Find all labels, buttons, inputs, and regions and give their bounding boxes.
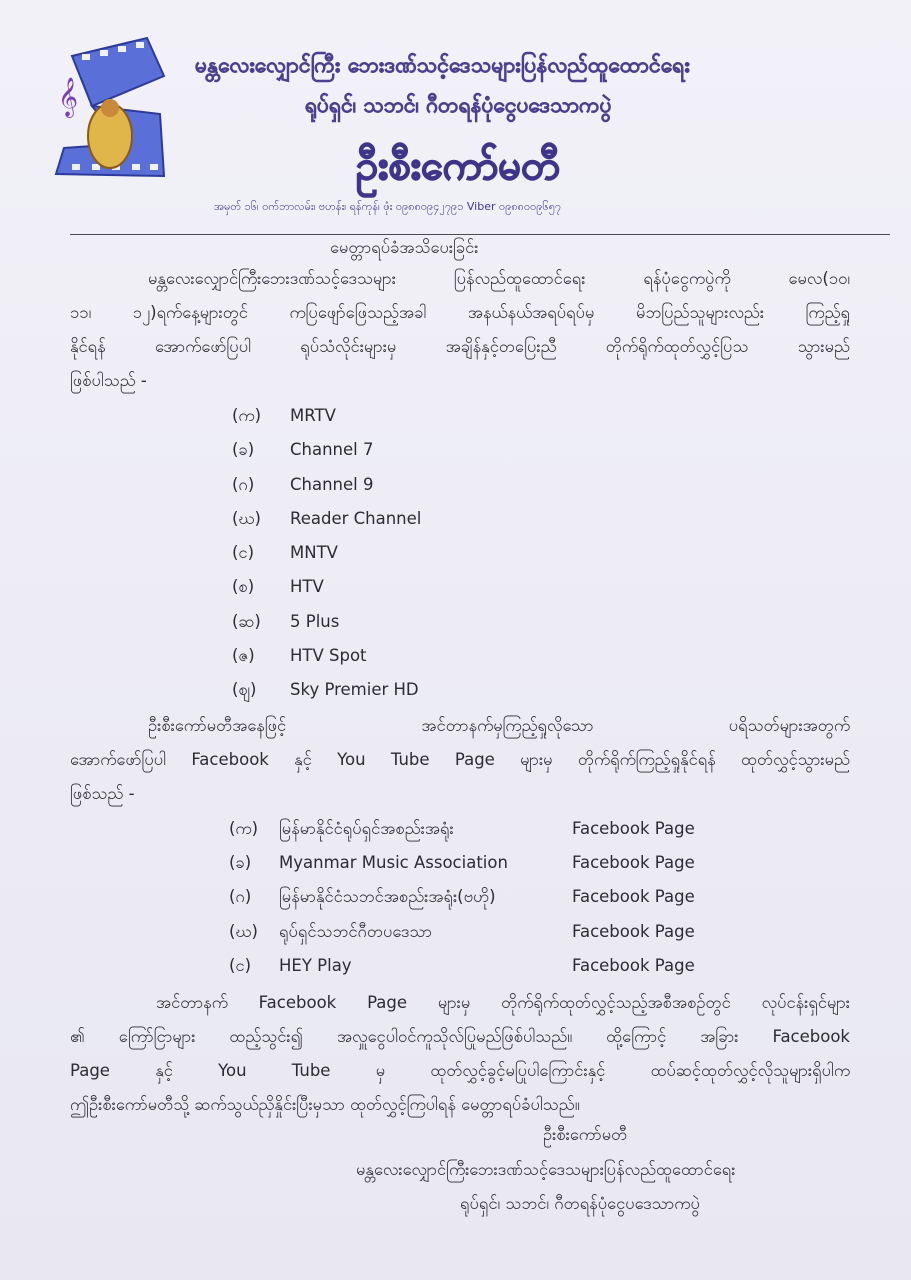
signature-line: မန္တလေးလျှောင်ကြီးဘေးဒဏ်သင့်ဒေသများပြန်လည်ထူထောင်ရေး (356, 1160, 736, 1179)
closing-paragraph (70, 986, 850, 1122)
signature-line: ဦးစီးကော်မတီ (543, 1125, 628, 1144)
channel-name: HTV (290, 577, 324, 596)
list-key: (စ) (232, 577, 255, 596)
page-name: မြန်မာနိုင်ငံရုပ်ရှင်အစည်းအရုံး (279, 819, 454, 838)
text-line: အင်တာနက် Facebook Page များမှ တိုက်ရိုက်ထုတ်လွှင့်သည့်အစီအစဉ်တွင် လုပ်ငန်းရှင်များ (156, 993, 850, 1012)
list-key: (ဆ) (232, 612, 261, 631)
list-item (232, 612, 339, 636)
org-line-1: မန္တလေးလျှောင်ကြီး ဘေးဒဏ်သင့်ဒေသများပြန်လည်ထူထောင်ရေး (195, 53, 690, 77)
text-line: မန္တလေးလျှောင်ကြီးဘေးဒဏ်သင့်ဒေသများ ပြန်လည်ထူထောင်ရေး ရန်ပုံငွေကပွဲကို မေလ(၁၀၊ (148, 269, 850, 288)
text-line: ဖြစ်ပါသည် - (70, 371, 147, 390)
list-item (232, 680, 419, 704)
list-key: (ခ) (229, 853, 252, 872)
channel-name: MNTV (290, 543, 338, 562)
text-line: ၁၁၊ ၁၂)ရက်နေ့များတွင် ကပြဖျော်ဖြေသည့်အခါ အနယ်နယ်အရပ်ရပ်မှ မိဘပြည်သူများလည်း ကြည့်ရှု (70, 303, 850, 322)
signature-line: ရုပ်ရှင်၊ သဘင်၊ ဂီတရန်ပုံငွေပဒေသာကပွဲ (460, 1194, 700, 1213)
text-line: ဤဦးစီးကော်မတီသို့ ဆက်သွယ်ညှိနှိုင်းပြီးမှသာ ထုတ်လွှင့်ကြပါရန် မေတ္တာရပ်ခံပါသည်။ (70, 1095, 580, 1114)
org-line-2: ရုပ်ရှင်၊ သဘင်၊ ဂီတရန်ပုံငွေပဒေသာကပွဲ (305, 93, 612, 117)
list-key: (ဂ) (232, 475, 255, 494)
page-name: Myanmar Music Association (279, 853, 508, 872)
film-reel-logo (52, 36, 172, 178)
platform-label: Facebook Page (572, 853, 695, 872)
list-item (229, 922, 695, 946)
text-line: ၏ ကြော်ငြာများ ထည့်သွင်း၍ အလှူငွေပါဝင်ကူသိုလ်ပြုမည်ဖြစ်ပါသည်။ ထို့ကြောင့် အခြား Facebook (70, 1027, 850, 1046)
list-item (229, 956, 695, 980)
platform-label: Facebook Page (572, 819, 695, 838)
channel-name: MRTV (290, 406, 336, 425)
address: အမှတ် ၁၆၊ ဝက်ဘာလမ်း၊ ဗဟန်း၊ ရန်ကုန်၊ ဖုံး ၀၉၈၈၀၉၄၂၇၉၁ Viber ၀၉၈၈၀၀၉၆၅၇ (214, 200, 562, 213)
list-key: (က) (229, 819, 259, 838)
list-item (232, 646, 367, 670)
text-line: Page နှင့် You Tube မှ ထုတ်လွှင့်ခွင့်မပြုပါကြောင်းနှင့် ထပ်ဆင့်ထုတ်လွှင့်လိုသူများရှိပါက (70, 1061, 850, 1080)
platform-label: Facebook Page (572, 956, 695, 975)
list-key: (ဂ) (229, 887, 252, 906)
online-paragraph (70, 709, 850, 811)
list-item (232, 440, 373, 464)
channel-name: Reader Channel (290, 509, 422, 528)
list-key: (င) (229, 956, 252, 975)
page-name: မြန်မာနိုင်ငံသဘင်အစည်းအရုံး(ဗဟို) (279, 887, 496, 906)
list-key: (ခ) (232, 440, 255, 459)
page-name: ရုပ်ရှင်သဘင်ဂီတပဒေသာ (279, 922, 433, 941)
list-key: (ဇ) (232, 646, 255, 665)
list-key: (က) (232, 406, 262, 425)
document-title: မေတ္တာရပ်ခံအသိပေးခြင်း (330, 238, 479, 257)
intro-paragraph (70, 262, 850, 398)
page-name: HEY Play (279, 956, 352, 975)
list-item (232, 509, 421, 533)
list-key: (ဈ) (232, 680, 257, 699)
platform-label: Facebook Page (572, 922, 695, 941)
list-key: (ဃ) (232, 509, 261, 528)
list-key: (ဃ) (229, 922, 258, 941)
list-item (232, 475, 373, 499)
text-line: ဦးစီးကော်မတီအနေဖြင့် အင်တာနက်မှကြည့်ရှုလိုသော ပရိသတ်များအတွက် (148, 716, 850, 735)
list-item (229, 887, 695, 911)
list-item (229, 853, 695, 877)
list-item (229, 819, 695, 843)
channel-name: HTV Spot (290, 646, 367, 665)
list-item (232, 577, 324, 601)
platform-label: Facebook Page (572, 887, 695, 906)
text-line: ဖြစ်သည် - (70, 784, 135, 803)
list-key: (င) (232, 543, 255, 562)
channel-name: Sky Premier HD (290, 680, 419, 699)
channel-name: 5 Plus (290, 612, 340, 631)
text-line: အောက်ဖော်ပြပါ Facebook နှင့် You Tube Page များမှ တိုက်ရိုက်ကြည့်ရှုနိုင်ရန် ထုတ်လွှင့်သွားမည် (70, 750, 850, 769)
org-name: ဦးစီးကော်မတီ (356, 143, 561, 189)
list-item (232, 406, 336, 430)
channel-name: Channel 7 (290, 440, 374, 459)
text-line: နိုင်ရန် အောက်ဖော်ပြပါ ရုပ်သံလိုင်းများမှ အချိန်နှင့်တပြေးညီ တိုက်ရိုက်ထုတ်လွှင့်ပြသ သွားမည် (70, 337, 850, 356)
divider (70, 234, 890, 235)
channel-name: Channel 9 (290, 475, 374, 494)
list-item (232, 543, 338, 567)
svg-text:𝄞: 𝄞 (58, 77, 79, 117)
